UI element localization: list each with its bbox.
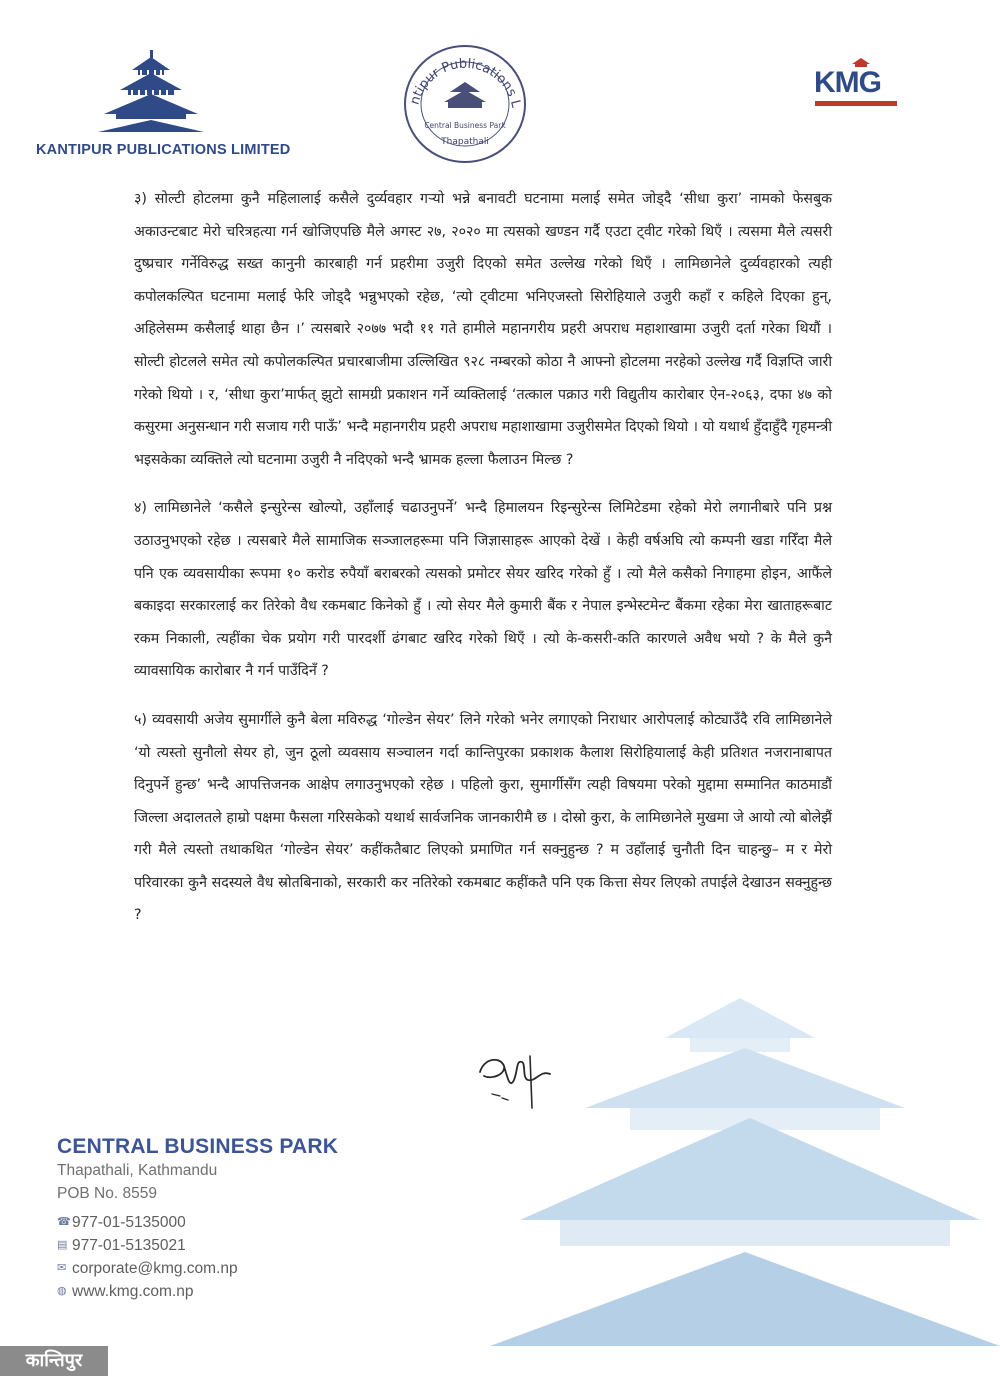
fax-number: 977-01-5135021 — [72, 1237, 186, 1254]
building-name: CENTRAL BUSINESS PARK — [57, 1135, 339, 1158]
fax-contact — [57, 1234, 338, 1257]
company-seal — [400, 40, 530, 168]
company-name: KANTIPUR PUBLICATIONS LIMITED — [36, 142, 291, 158]
email-address: corporate@kmg.com.np — [72, 1260, 238, 1277]
kantipur-watermark: कान्तिपुर — [0, 1346, 108, 1376]
temple-watermark-icon — [490, 990, 1000, 1356]
email-icon: ✉ — [57, 1262, 67, 1274]
website-contact — [57, 1280, 338, 1303]
email-contact — [57, 1257, 338, 1280]
phone-number: 977-01-5135000 — [72, 1214, 186, 1231]
seal-bottom-text: Thapathali — [441, 137, 489, 147]
globe-icon: ◍ — [57, 1285, 67, 1297]
kantipur-logo — [30, 50, 291, 162]
po-box: POB No. 8559 — [57, 1185, 157, 1202]
kmg-underline — [815, 101, 897, 106]
seal-stamp-icon — [400, 40, 530, 164]
seal-middle-text: Central Business Park — [424, 121, 506, 130]
website-url: www.kmg.com.np — [72, 1283, 194, 1300]
pagoda-logo-icon — [98, 50, 208, 136]
letter-body — [134, 183, 832, 948]
kmg-logo — [812, 58, 902, 110]
paragraph-4: ४) लामिछानेले ‘कसैले इन्सुरेन्स खोल्यो, उहाँलाई चढाउनुपर्ने’ भन्दै हिमालयन रिइन्सुरेन्स लिमिटेडमा रहेको मेरो लगानीबारे पनि प्रश्न उठाउनुभएको रहेछ । त्यसबारे मैले सामाजिक सञ्जालहरूमा पनि जिज्ञासाहरू आएको देखें । केही वर्षअघि त्यो कम्पनी खडा गरिँदा मैले पनि एक व्यवसायीका रूपमा १० करोड रुपैयाँ बराबरको त्यसको प्रमोटर सेयर खरिद गरेको हुँ । त्यो मैले कसैको निगाहमा होइन, आफैंले बकाइदा सरकारलाई कर तिरेको वैध रकमबाट किनेको हुँ । त्यो सेयर मैले कुमारी बैंक र नेपाल इन्भेस्टमेन्ट बैंकमा रहेका मेरा खाताहरूबाट रकम निकाली, त्यहींका चेक प्रयोग गरी पारदर्शी ढंगबाट खरिद गरेको थिएँ । त्यो के-कसरी-कति कारणले अवैध भयो ? के मैले कुनै व्यावसायिक कारोबार नै गर्न पाउँदिनँ ? — [134, 500, 832, 680]
fax-icon: ▤ — [57, 1239, 68, 1251]
footer-contact — [57, 1135, 338, 1303]
phone-contact — [57, 1211, 338, 1234]
paragraph-5: ५) व्यवसायी अजेय सुमार्गीले कुनै बेला मविरुद्ध ‘गोल्डेन सेयर’ लिने गरेको भनेर लगाएको निराधार आरोपलाई कोट्याउँदै रवि लामिछानेले ‘यो त्यस्तो सुनौलो सेयर हो, जुन ठूलो व्यवसाय सञ्चालन गर्दा कान्तिपुरका प्रकाशक कैलाश सिरोहियालाई केही प्रतिशत नजरानाबापत दिनुपर्ने हुन्छ’ भन्दै आपत्तिजनक आक्षेप लगाउनुभएको रहेछ । पहिलो कुरा, सुमार्गीसँग त्यही विषयमा परेको मुद्दामा सम्मानित काठमाडौं जिल्ला अदालतले हाम्रो पक्षमा फैसला गरिसकेको यथार्थ सार्वजनिक जानकारीमै छ । दोस्रो कुरा, के लामिछानेले मुखमा जे आयो त्यो बोलेझैं गरी मैले त्यस्तो तथाकथित ‘गोल्डेन सेयर’ कहींकतैबाट लिएको प्रमाणित गर्न सक्नुहुन्छ ? म उहाँलाई चुनौती दिन चाहन्छु– म र मेरो परिवारका कुनै सदस्यले वैध स्रोतबिनाको, सरकारी कर नतिरेको रकमबाट कहींकतै पनि एक कित्ता सेयर लिएको तपाईले देखाउन सक्नुहुन्छ ? — [134, 711, 832, 924]
seal-top-text: ntipur Publications L — [407, 56, 524, 110]
address-line-1: Thapathali, Kathmandu — [57, 1162, 218, 1179]
phone-icon: ☎ — [57, 1216, 71, 1228]
paragraph-3: ३) सोल्टी होटलमा कुनै महिलालाई कसैले दुर्व्यवहार गऱ्यो भन्ने बनावटी घटनामा मलाई समेत जोड्दै ‘सीधा कुरा’ नामको फेसबुक अकाउन्टबाट मेरो चरित्रहत्या गर्न खोजिएपछि मैले अगस्ट २७, २०२० मा त्यसको खण्डन गर्दै एउटा ट्वीट गरेको थिएँ । त्यसमा मैले त्यसरी दुष्प्रचार गर्नेविरुद्ध सख्त कानुनी कारबाही गर्न प्रहरीमा उजुरी दिएको समेत उल्लेख गरेको थिएँ । लामिछानेले दुर्व्यवहारको त्यही कपोलकल्पित घटनामा मलाई फेरि जोड्दै भन्नुभएको रहेछ, ‘त्यो ट्वीटमा भनिएजस्तो सिरोहियाले उजुरी कहाँ र कहिले दिएका हुन्, अहिलेसम्म कसैलाई थाहा छैन ।’ त्यसबारे २०७७ भदौ ११ गते हामीले महानगरीय प्रहरी अपराध महाशाखामा उजुरी दर्ता गरेका थियौं । सोल्टी होटलले समेत त्यो कपोलकल्पित प्रचारबाजीमा उल्लिखित ९२८ नम्बरको कोठा नै आफ्नो होटलमा नरहेको उल्लेख गर्दै विज्ञप्ति जारी गरेको थियो । र, ‘सीधा कुरा’मार्फत् झुटो सामग्री प्रकाशन गर्ने व्यक्तिलाई ‘तत्काल पक्राउ गरी विद्युतीय कारोबार ऐन-२०६३, दफा ४७ को कसुरमा अनुसन्धान गरी सजाय गरी पाऊँ’ भन्दै महानगरीय प्रहरी अपराध महाशाखामा उजुरीसमेत दिएको थियो । यो यथार्थ हुँदाहुँदै गृहमन्त्री भइसकेका व्यक्तिले त्यो घटनामा उजुरी नै नदिएको भन्दै भ्रामक हल्ला फैलाउन मिल्छ ? — [134, 191, 832, 468]
background-temple-graphic — [490, 990, 1000, 1360]
kmg-letters: KMG — [814, 66, 881, 99]
